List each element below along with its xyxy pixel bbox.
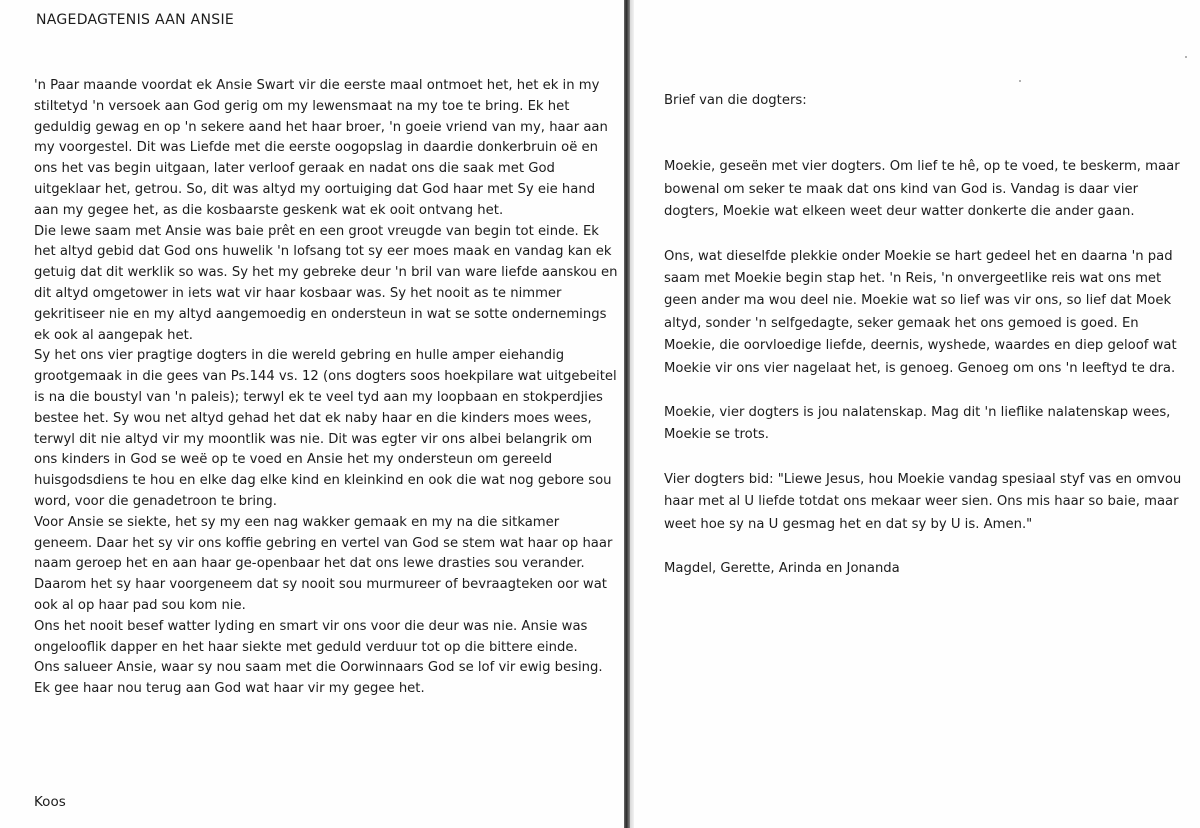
memorial-title: NAGEDAGTENIS AAN ANSIE — [36, 12, 235, 28]
letter-signature: Magdel, Gerette, Arinda en Jonanda — [664, 561, 900, 577]
letter-paragraph-4: Vier dogters bid: "Liewe Jesus, hou Moekie vandag spesiaal styf vas en omvou haar met al U liefde totdat ons mekaar weer sien. Ons mis haar so baie, maar weet hoe sy na U gesmag het en dat sy by U is. Amen." — [664, 471, 1182, 532]
memorial-paragraph-1: 'n Paar maande voordat ek Ansie Swart vir die eerste maal ontmoet het, het ek in my stiltetyd 'n versoek aan God gerig om my lewensmaat na my toe te bring. Ek het geduldig gewag en op 'n sekere aand het haar broer, 'n goeie vriend van my, haar aan my voorgestel. Dit was Liefde met die eerste oogopslag in daardie donkerbruin oë en ons het vas begin uitgaan, later verloof geraak en nadat ons die saak met God uitgeklaar het, getrou. So, dit was altyd my oortuiging dat God haar met Sy eie hand aan my gegee het, as die kosbaarste geskenk wat ek ooit ontvang het. — [34, 78, 608, 218]
memorial-signature: Koos — [34, 794, 66, 810]
memorial-paragraph-3: Sy het ons vier pragtige dogters in die wereld gebring en hulle amper eiehandig grootgemaak in die gees van Ps.144 vs. 12 (ons dogters soos hoekpilare wat uitgebeitel is na die boustyl van 'n paleis); terwyl ek te veel tyd aan my loopbaan en stokperdjies bestee het. Sy wou net altyd gehad het dat ek naby haar en die kinders moes wees, terwyl dit nie altyd vir my moontlik was nie. Dit was egter vir ons albei belangrik om ons kinders in God se weë op te voed en Ansie het my ondersteun om gereeld huisgodsdiens te hou en elke dag elke kind en kleinkind en ook die wat nog gebore sou word, voor die genadetroon te bring. — [34, 348, 617, 509]
memorial-paragraph-6: Ons salueer Ansie, waar sy nou saam met die Oorwinnaars God se lof vir ewig besing. Ek gee haar nou terug aan God wat haar vir my gegee het. — [34, 660, 603, 697]
daughters-letter — [664, 90, 1182, 581]
paper-speck — [1019, 80, 1021, 82]
memorial-text — [34, 76, 619, 700]
memorial-paragraph-4: Voor Ansie se siekte, het sy my een nag wakker gemaak en my na die sitkamer geneem. Daar het sy vir ons koffie gebring en vertel van God se stem wat haar op haar naam geroep het en aan haar ge-openbaar het dat ons lewe drasties sou verander. Daarom het sy haar voorgeneem dat sy nooit sou murmureer of bevraagteken oor wat ook al op haar pad sou kom nie. — [34, 514, 613, 613]
letter-heading: Brief van die dogters: — [664, 93, 807, 108]
memorial-paragraph-2: Die lewe saam met Ansie was baie prêt en een groot vreugde van begin tot einde. Ek het altyd gebid dat God ons huwelik 'n lofsang tot sy eer moes maak en vandag kan ek getuig dat dit werklik so was. Sy het my gebreke deur 'n bril van ware liefde aanskou en dit altyd omgetower in iets wat vir haar kosbaar was. Sy het nooit as te nimmer gekritiseer nie en my altyd aangemoedig en ondersteun in wat se sotte ondernemings ek ook al aangepak het. — [34, 223, 618, 343]
memorial-paragraph-5: Ons het nooit besef watter lyding en smart vir ons voor die deur was nie. Ansie was ongelooflik dapper en het haar siekte met geduld verduur tot op die bittere einde. — [34, 618, 588, 655]
letter-paragraph-1: Moekie, geseën met vier dogters. Om lief te hê, op te voed, te beskerm, maar bowenal om seker te maak dat ons kind van God is. Vandag is daar vier dogters, Moekie wat elkeen weet deur watter donkerte die ander gaan. — [664, 159, 1180, 220]
letter-paragraph-2: Ons, wat dieselfde plekkie onder Moekie se hart gedeel het en daarna 'n pad saam met Moekie begin stap het. 'n Reis, 'n onvergeetlike reis wat ons met geen ander ma wou deel nie. Moekie wat so lief was vir ons, so lief dat Moek altyd, sonder 'n selfgedagte, seker gemaak het ons gemoed is goed. En Moekie, die oorvloedige liefde, deernis, wyshede, waardes en diep geloof wat Moekie vir ons vier nagelaat het, is genoeg. Genoeg om ons 'n leeftyd te dra. — [664, 248, 1177, 376]
letter-paragraph-3: Moekie, vier dogters is jou nalatenskap. Mag dit 'n lieflike nalatenskap wees, Moekie se trots. — [664, 405, 1171, 443]
paper-speck — [1185, 56, 1187, 58]
